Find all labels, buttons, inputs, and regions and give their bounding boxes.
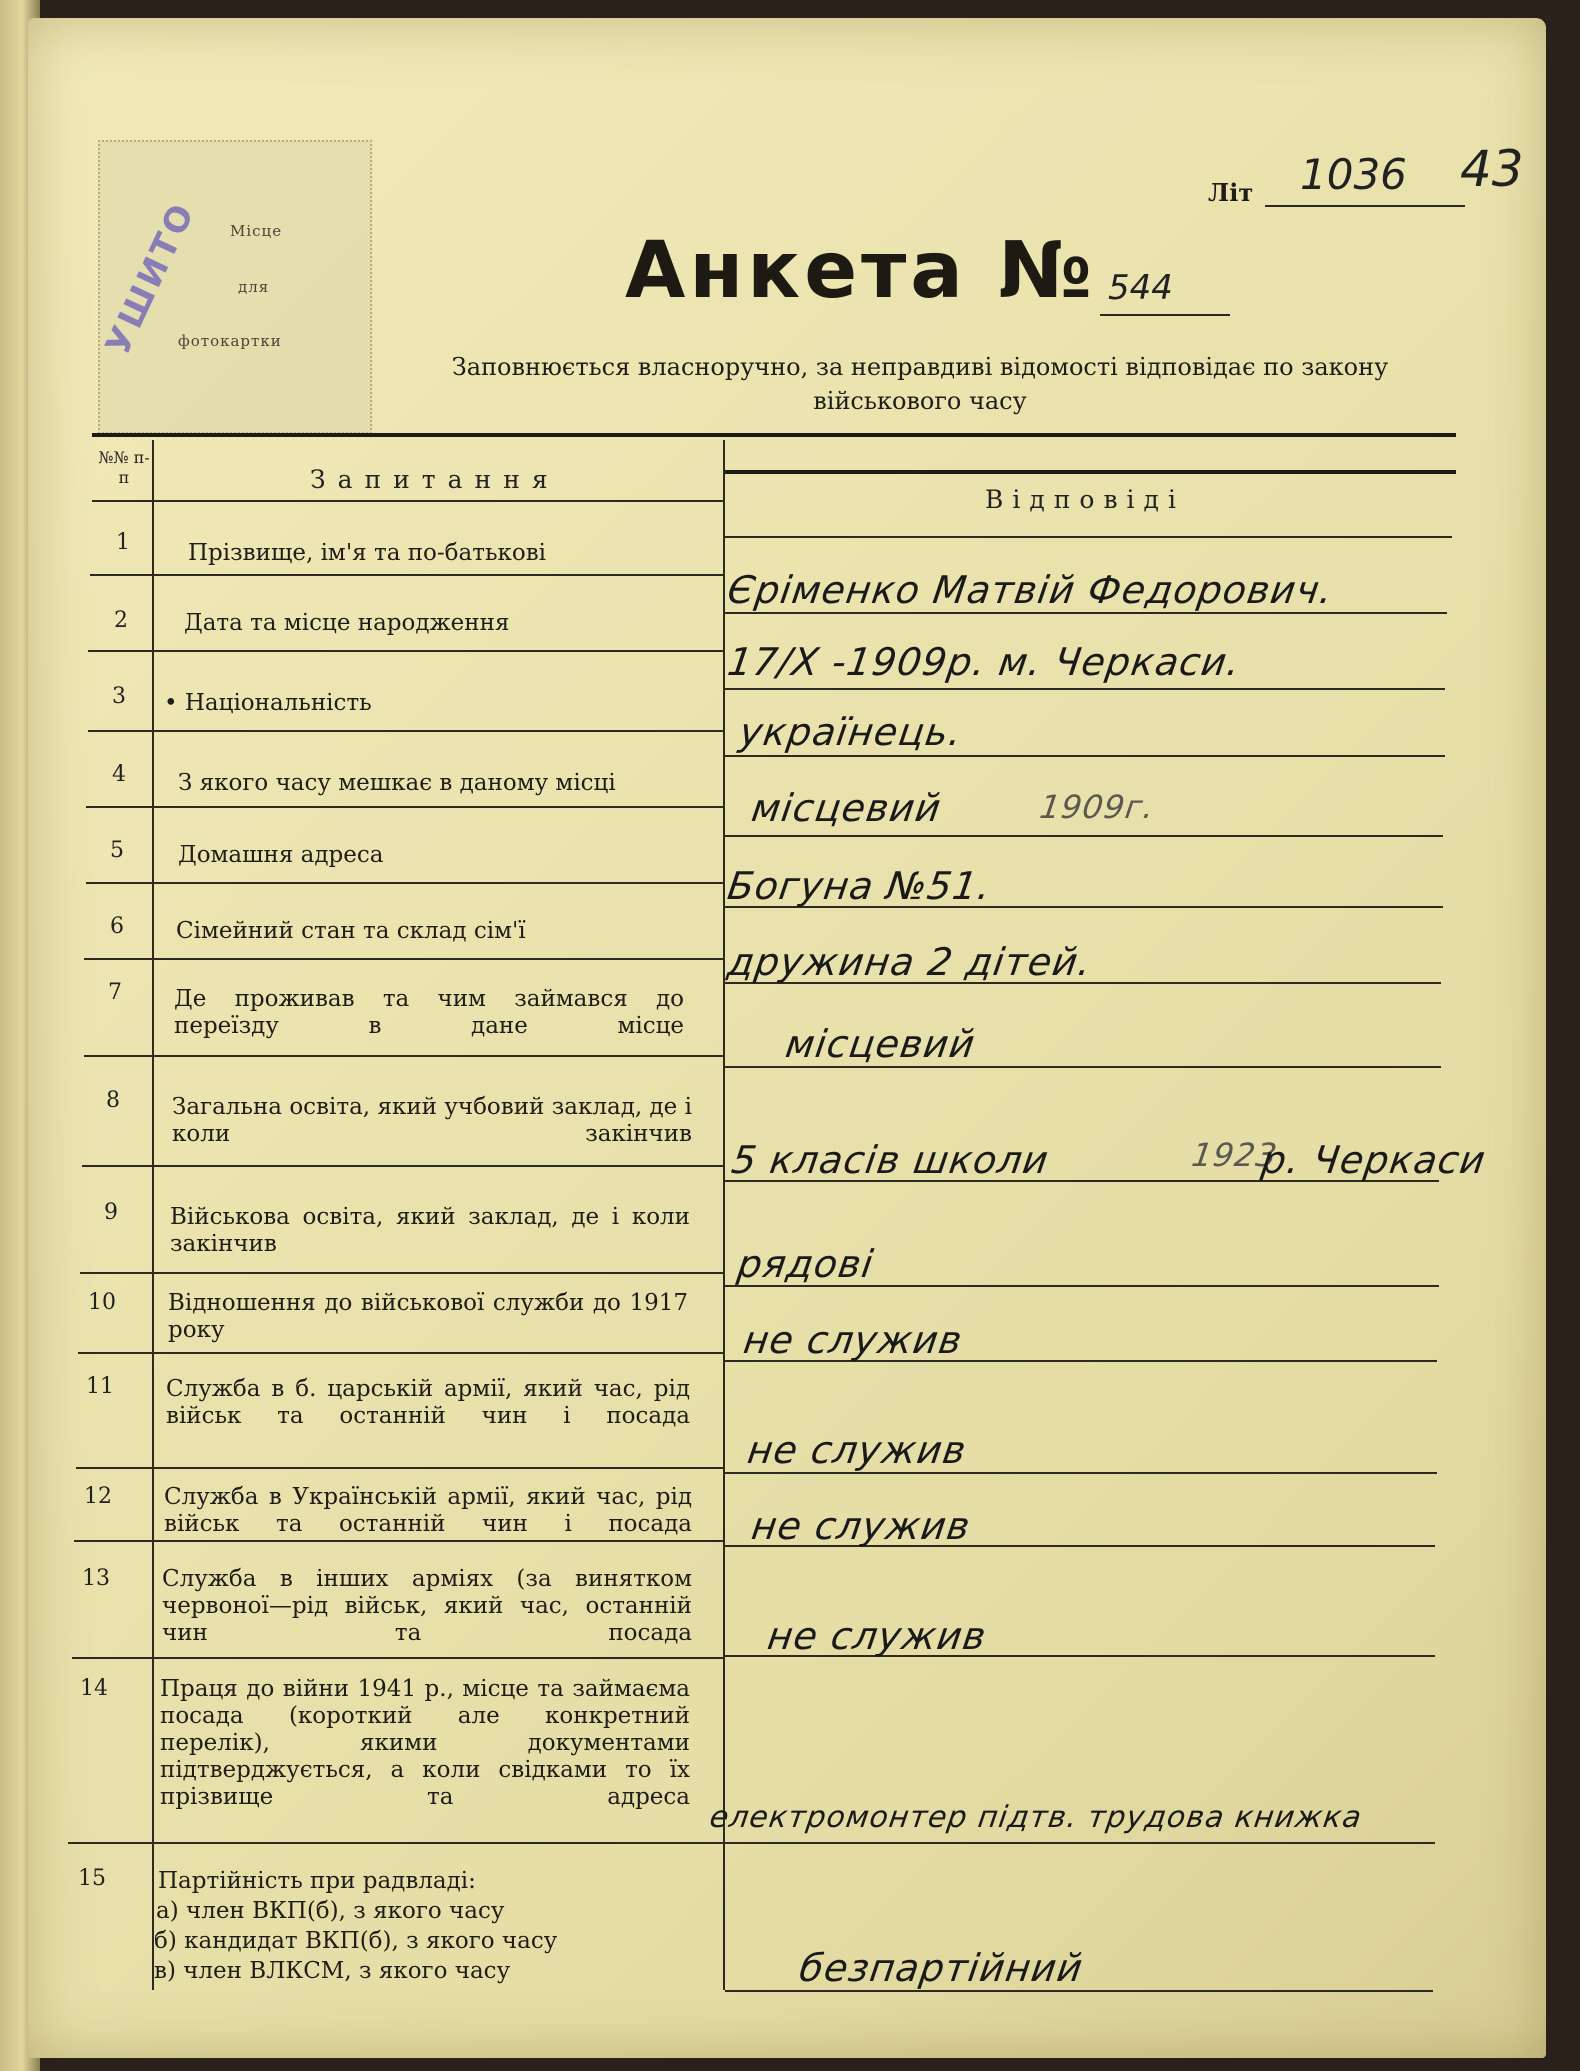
lit-underline [1265, 205, 1465, 207]
question-12: Служба в Українській армії, який час, рід військ та останній чин і посада [164, 1484, 692, 1537]
question-5: Домашня адреса [178, 842, 384, 868]
question-15-a: а) член ВКП(б), з якого часу [156, 1898, 505, 1924]
row-number: 11 [86, 1374, 114, 1399]
answer-line-7 [725, 1066, 1441, 1068]
row-rule-1 [90, 574, 725, 576]
row-number: 14 [80, 1676, 108, 1701]
question-7: Де проживав та чим займався до переїзду в дане місце [174, 986, 684, 1039]
title-number: 544 [1108, 268, 1173, 308]
row-rule-9 [80, 1272, 725, 1274]
row-number: 1 [116, 530, 130, 555]
answer-line-2 [725, 688, 1445, 690]
row-rule-12 [74, 1540, 725, 1542]
answer-line-1 [725, 612, 1447, 614]
row-number: 7 [108, 980, 122, 1005]
header-question: Запитання [310, 465, 560, 494]
header-bottom-rule-left [92, 500, 725, 502]
answer-8: 5 класів школи [728, 1138, 1052, 1182]
row-rule-4 [86, 806, 725, 808]
page-title: Анкета № [625, 226, 1096, 316]
answer-line-4 [725, 835, 1443, 837]
answer-line-15 [725, 1990, 1433, 1992]
photo-label-3: фотокартки [178, 332, 282, 350]
lit-number: 1036 [1300, 150, 1407, 199]
row-number: 3 [112, 684, 126, 709]
photo-label-2: для [238, 278, 270, 296]
question-13: Служба в інших арміях (за винятком червоної—рід військ, який час, останній чин та посада [162, 1566, 692, 1646]
question-15: Партійність при радвладі: [158, 1868, 476, 1894]
lit-sheet-number: 43 [1460, 140, 1524, 198]
answer-2: 17/X -1909р. м. Черкаси. [724, 640, 1244, 684]
row-number: 13 [82, 1566, 110, 1591]
answer-12: не служив [748, 1504, 974, 1548]
lit-label: Літ [1208, 178, 1254, 207]
answer-3: українець. [736, 710, 966, 754]
question-11: Служба в б. царській армії, який час, рід військ та останній чин і посада [166, 1376, 690, 1429]
answer-line-14 [725, 1842, 1435, 1844]
answer-5: Богуна №51. [724, 864, 995, 908]
header-bottom-rule-right [725, 536, 1452, 538]
answer-11: не служив [744, 1428, 970, 1472]
row-number: 15 [78, 1866, 106, 1891]
answer-7: місцевий [782, 1022, 979, 1066]
row-rule-5 [86, 882, 725, 884]
row-rule-3 [88, 730, 725, 732]
row-number: 4 [112, 762, 126, 787]
ink-stamp: УШИТО [98, 195, 204, 362]
answer-1: Єріменко Матвій Федорович. [724, 568, 1337, 612]
question-9: Військова освіта, який заклад, де і коли закінчив [170, 1204, 690, 1257]
question-2: Дата та місце народження [184, 610, 510, 636]
row-rule-6 [84, 958, 725, 960]
answer-14: електромонтер підтв. трудова книжка [707, 1800, 1365, 1835]
row-number: 5 [110, 838, 124, 863]
answer-10: не служив [740, 1318, 966, 1362]
question-1: Прізвище, ім'я та по-батькові [188, 540, 546, 566]
row-number: 10 [88, 1290, 116, 1315]
answer-13: не служив [764, 1614, 990, 1658]
row-number: 6 [110, 914, 124, 939]
answer-4: місцевий [748, 786, 945, 830]
answer-9: рядові [734, 1242, 877, 1286]
answer-4-year: 1909г. [1037, 788, 1158, 826]
question-3: • Національність [164, 690, 372, 716]
row-number: 2 [114, 608, 128, 633]
table-top-rule [92, 433, 1456, 437]
answer-8-year: 1923 [1189, 1136, 1281, 1174]
row-rule-8 [82, 1165, 725, 1167]
answer-8-place: р. Черкаси [1258, 1138, 1489, 1182]
answer-15: безпартійний [796, 1946, 1086, 1990]
row-number: 9 [104, 1200, 118, 1225]
question-4: З якого часу мешкає в даному місці [178, 770, 616, 796]
header-number: №№ п-п [98, 448, 150, 487]
question-15-b: б) кандидат ВКП(б), з якого часу [154, 1928, 558, 1954]
question-14: Праця до війни 1941 р., місце та займаєма посада (короткий але конкретний перелік), якими документами підтверджується, а коли свідками то їх прізвище та адреса [160, 1676, 690, 1810]
row-number: 12 [84, 1484, 112, 1509]
row-rule-11 [76, 1467, 725, 1469]
column-divider-number [152, 440, 154, 1990]
row-rule-14 [68, 1842, 725, 1844]
row-rule-7 [84, 1055, 725, 1057]
row-rule-13 [72, 1657, 725, 1659]
header-answer: Відповіді [985, 485, 1185, 514]
answer-line-3 [725, 755, 1445, 757]
question-10: Відношення до військової служби до 1917 року [168, 1290, 688, 1343]
title-number-underline [1100, 314, 1230, 316]
header-rule-right [725, 470, 1456, 474]
column-divider-answer [723, 440, 725, 1990]
question-8: Загальна освіта, який учбовий заклад, де і коли закінчив [172, 1094, 692, 1147]
photo-label-1: Місце [230, 222, 283, 240]
question-6: Сімейний стан та склад сім'ї [176, 918, 526, 944]
page-subtitle: Заповнюється власноручно, за неправдиві відомості відповідає по закону військового часу [451, 353, 1389, 415]
answer-line-11 [725, 1472, 1437, 1474]
row-rule-10 [78, 1352, 725, 1354]
question-15-c: в) член ВЛКСМ, з якого часу [154, 1958, 511, 1984]
answer-6: дружина 2 дітей. [724, 940, 1095, 984]
row-number: 8 [106, 1088, 120, 1113]
row-rule-2 [88, 650, 725, 652]
